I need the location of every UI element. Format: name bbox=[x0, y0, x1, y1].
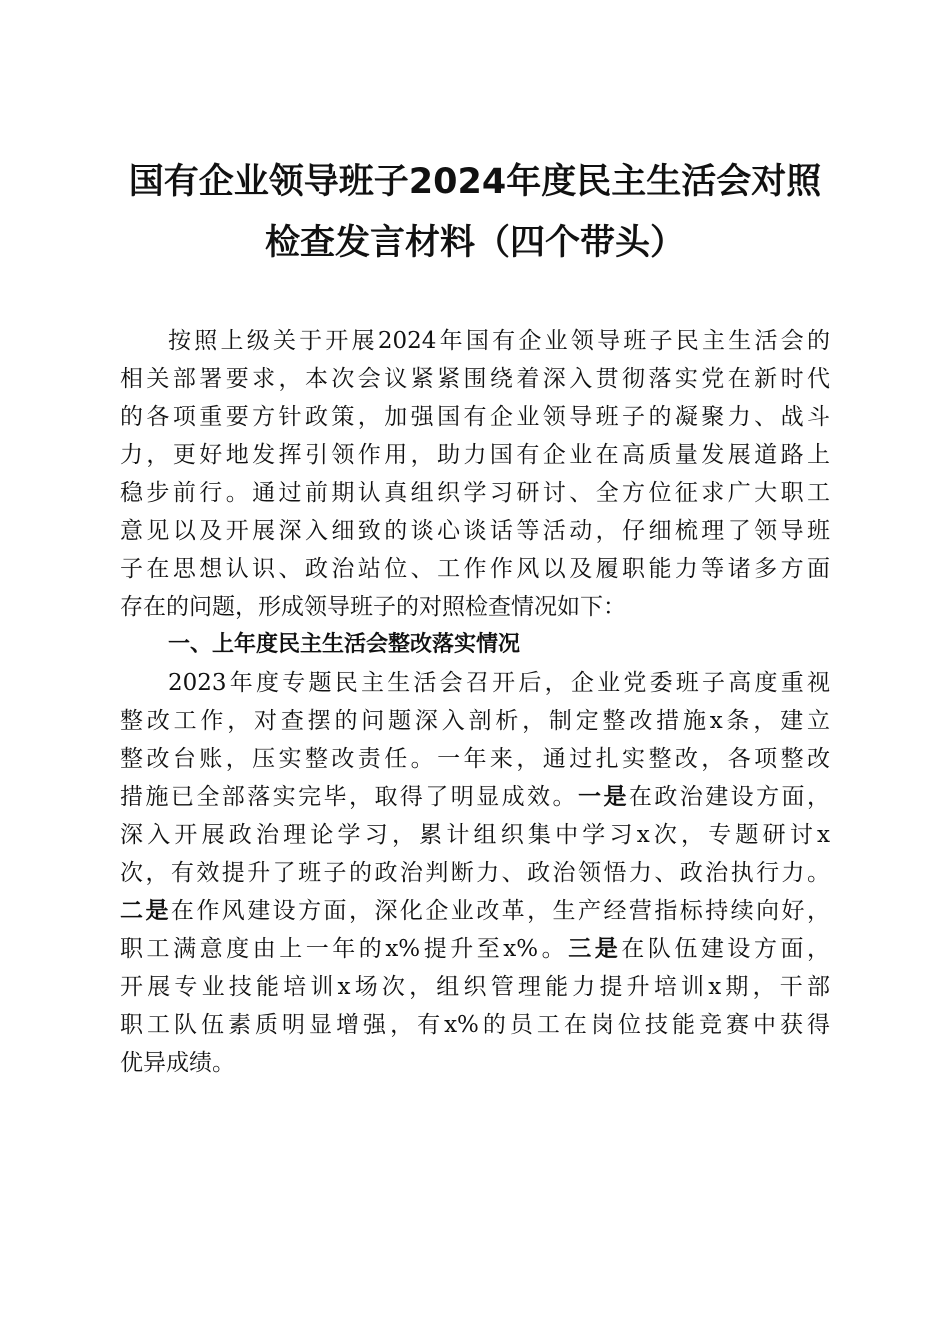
paragraph-line: 存在的问题，形成领导班子的对照检查情况如下： bbox=[120, 594, 626, 620]
emphasis-third: 三是 bbox=[568, 936, 622, 962]
paragraph-line: 优异成绩。 bbox=[120, 1050, 235, 1076]
line-text: 职工满意度由上一年的x%提升至x%。 bbox=[120, 936, 569, 962]
document-title-line-1: 国有企业领导班子2024年度民主生活会对照 bbox=[128, 162, 822, 202]
paragraph-line: 整改台账，压实整改责任。一年来，通过扎实整改，各项整改 bbox=[120, 746, 830, 772]
line-text: 在作风建设方面，深化企业改革，生产经营指标持续向好， bbox=[170, 898, 831, 924]
paragraph-line: 力，更好地发挥引领作用，助力国有企业在高质量发展道路上 bbox=[120, 442, 830, 468]
section-heading: 一、上年度民主生活会整改落实情况 bbox=[168, 632, 521, 657]
document-body bbox=[120, 322, 830, 1082]
paragraph-line: 的各项重要方针政策，加强国有企业领导班子的凝聚力、战斗 bbox=[120, 404, 830, 430]
document-title-line-2: 检查发言材料（四个带头） bbox=[264, 223, 685, 263]
paragraph-line: 子在思想认识、政治站位、工作作风以及履职能力等诸多方面 bbox=[120, 556, 830, 582]
emphasis-second: 二是 bbox=[120, 898, 171, 924]
paragraph-line: 意见以及开展深入细致的谈心谈话等活动，仔细梳理了领导班 bbox=[120, 518, 830, 544]
paragraph-line: 开展专业技能培训x场次，组织管理能力提升培训x期，干部 bbox=[120, 974, 830, 1000]
line-text: 在政治建设方面， bbox=[628, 784, 831, 810]
line-text: 措施已全部落实完毕，取得了明显成效。 bbox=[120, 784, 578, 810]
paragraph-line: 职工队伍素质明显增强，有x%的员工在岗位技能竞赛中获得 bbox=[120, 1012, 830, 1038]
paragraph-line: 稳步前行。通过前期认真组织学习研讨、全方位征求广大职工 bbox=[120, 480, 830, 506]
paragraph-line: 按照上级关于开展2024年国有企业领导班子民主生活会的 bbox=[168, 328, 830, 354]
emphasis-first: 一是 bbox=[578, 784, 629, 810]
paragraph-line bbox=[120, 778, 830, 816]
line-text: 在队伍建设方面， bbox=[621, 936, 831, 962]
paragraph-line: 2023年度专题民主生活会召开后，企业党委班子高度重视 bbox=[168, 670, 830, 696]
paragraph-line bbox=[120, 892, 830, 930]
paragraph-line: 相关部署要求，本次会议紧紧围绕着深入贯彻落实党在新时代 bbox=[120, 366, 830, 392]
paragraph-line: 次，有效提升了班子的政治判断力、政治领悟力、政治执行力。 bbox=[120, 860, 830, 886]
paragraph-line bbox=[120, 930, 830, 968]
paragraph-line: 深入开展政治理论学习，累计组织集中学习x次，专题研讨x bbox=[120, 822, 830, 848]
paragraph-line: 整改工作，对查摆的问题深入剖析，制定整改措施x条，建立 bbox=[120, 708, 830, 734]
